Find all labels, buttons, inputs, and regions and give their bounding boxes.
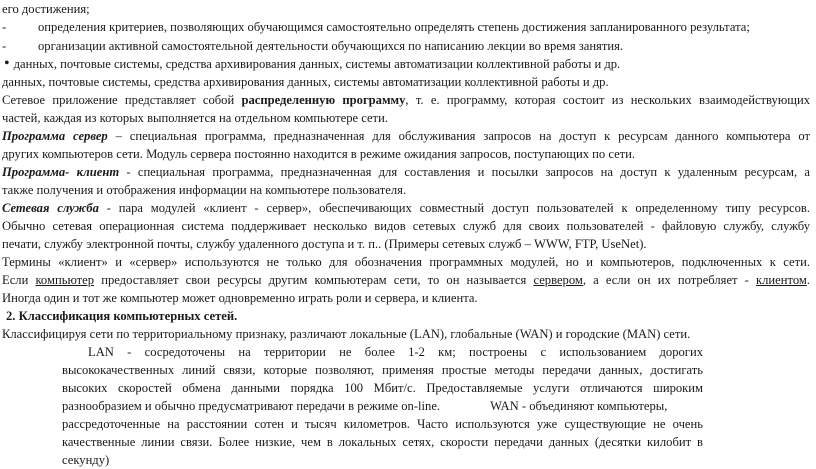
paragraph-line — [2, 217, 810, 235]
text-span: предоставляет свои ресурсы другим компьютерам сети, то он называется — [101, 273, 527, 287]
list-item-text: данных, почтовые системы, средства архивирования данных, системы автоматизации коллективной работы и др. — [13, 57, 621, 71]
line-text: качественные линии связи. Более низкие, чем в локальных сетях, скорости передачи данных (десятки килобит в — [62, 435, 703, 449]
text-span: , т. е. программу, которая состоит из нескольких взаимодействующих — [405, 93, 810, 107]
text-span: Если — [2, 273, 29, 287]
heading-text: 2. Классификация компьютерных сетей. — [6, 309, 238, 323]
definition-client — [2, 163, 810, 181]
list-item-text: определения критериев, позволяющих обучающимся самостоятельно определять степень достижения запланированного результата; — [38, 20, 750, 34]
term-client: Программа- клиент — [2, 165, 120, 179]
dash-marker: - — [2, 20, 7, 34]
paragraph-line — [2, 253, 810, 271]
definition-network-service — [2, 199, 810, 217]
bold-term: распределенную программу — [241, 93, 406, 107]
term-network-service: Сетевая служба — [2, 201, 99, 215]
indented-line — [62, 451, 703, 469]
section-heading — [6, 307, 810, 325]
text-span: разнообразием и обычно предусматривают передачи в режиме on-line. — [62, 399, 441, 413]
line-text: Иногда один и тот же компьютер может одновременно играть роли и сервера, и клиента. — [2, 291, 478, 305]
line-text: данных, почтовые системы, средства архивирования данных, системы автоматизации коллективной работы и др. — [2, 75, 609, 89]
text-line — [2, 73, 810, 91]
line-text: Термины «клиент» и «сервер» используются не только для обозначения программных модулей, но и компьютеров, подключенных к сети. — [2, 255, 810, 269]
paragraph-line — [2, 109, 810, 127]
paragraph-line — [2, 91, 810, 109]
paragraph-line — [2, 181, 810, 199]
bullet-list-item — [2, 55, 810, 73]
line-text: рассредоточенные на расстоянии сотен и тысяч километров. Часто используются уже существующие не очень — [62, 417, 703, 431]
indented-line — [62, 397, 703, 415]
text-span: Сетевое приложение представляет собой — [2, 93, 235, 107]
line-text: Классифицируя сети по территориальному признаку, различают локальные (LAN), глобальные (WAN) и городские (MAN) сети. — [2, 327, 691, 341]
line-text: его достижения; — [2, 2, 90, 16]
link-client: клиентом — [756, 273, 807, 287]
indented-line — [62, 379, 703, 397]
link-server: сервером — [533, 273, 583, 287]
line-text: секунду) — [62, 453, 110, 467]
text-line — [2, 0, 810, 18]
paragraph-line — [2, 289, 810, 307]
term-server: Программа сервер — [2, 129, 108, 143]
definition-server — [2, 127, 810, 145]
list-item-text: организации активной самостоятельной деятельности обучающихся по написанию лекции во время занятия. — [38, 39, 624, 53]
paragraph-line — [2, 271, 810, 289]
indented-line — [62, 433, 703, 451]
line-text: других компьютеров сети. Модуль сервера постоянно находится в режиме ожидания запросов, поступающих по сети. — [2, 147, 636, 161]
indented-line — [62, 361, 703, 379]
paragraph-line — [2, 325, 810, 343]
indented-line — [88, 343, 703, 361]
paragraph-line — [2, 235, 810, 253]
text-span: WAN - объединяют компьютеры, — [490, 399, 668, 413]
paragraph-line — [2, 145, 810, 163]
indented-line — [62, 415, 703, 433]
text-span: - специальная программа, предназначенная для составления и посылки запросов на доступ к удаленным ресурсам, а — [119, 165, 810, 179]
bullet-icon: • — [4, 55, 10, 72]
line-text: высоких скоростей обмена данными порядка 100 Мбит/с. Предоставляемые услуги отличаются широким — [62, 381, 703, 395]
text-span: , а если он их потребляет - — [582, 273, 749, 287]
line-text: Обычно сетевая операционная система поддерживает несколько видов сетевых служб для своих пользователей - файловую службу, службу — [2, 219, 810, 233]
text-span: - пара модулей «клиент - сервер», обеспечивающих совместный доступ пользователей к определенному типу ресурсов. — [98, 201, 811, 215]
text-span: – специальная программа, предназначенная для обслуживания запросов на доступ к ресурсам данного компьютера от — [107, 129, 810, 143]
dash-marker: - — [2, 39, 7, 53]
link-computer: компьютер — [35, 273, 95, 287]
line-text: высококачественных линий связи, которые позволяют, применяя простые методы передачи данных, достигать — [62, 363, 703, 377]
line-text: LAN - сосредоточены на территории не более 1-2 км; построены с использованием дорогих — [88, 345, 703, 359]
line-text: печати, службу электронной почты, службу удаленного доступа и т. п.. (Примеры сетевых служб – WWW, FTP, UseNet). — [2, 237, 647, 251]
line-text: также получения и отображения информации на компьютере пользователя. — [2, 183, 407, 197]
line-text: частей, каждая из которых выполняется на отдельном компьютере сети. — [2, 111, 388, 125]
text-span: . — [806, 273, 811, 287]
